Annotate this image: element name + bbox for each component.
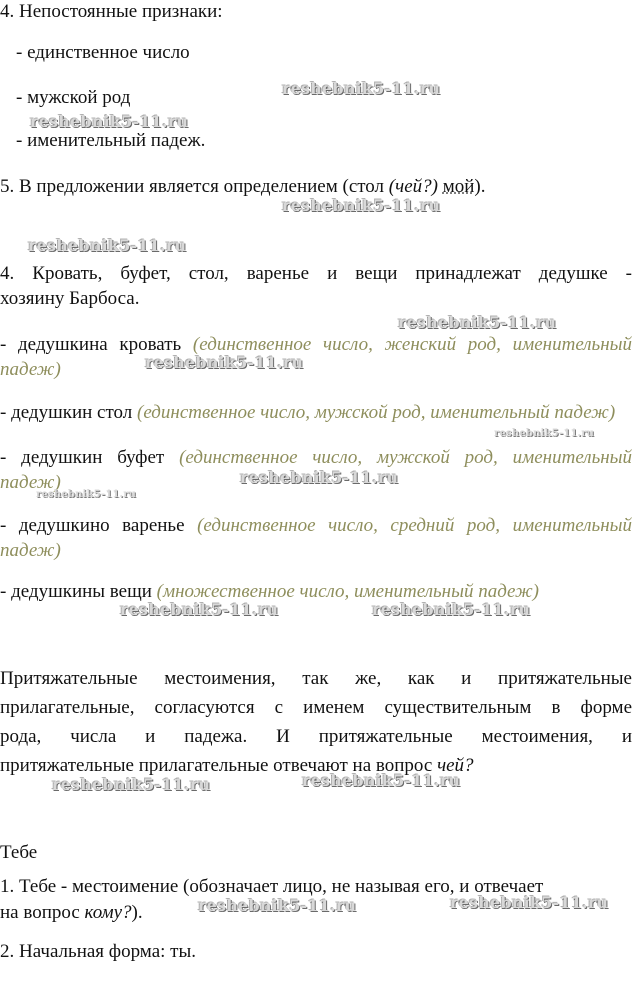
watermark: reshebnik5-11.ru [52,775,211,794]
point5-question: (чей?) [388,176,438,197]
entry-note: падеж) [0,359,61,380]
watermark: reshebnik5-11.ru [28,236,187,255]
entry-row: - дедушкин стол (единственное число, мужской род, именительный падеж) [0,402,616,423]
entry-row: - дедушкин буфет (единственное число, мужской род, именительный [0,447,632,468]
point5-word: мой [442,176,475,197]
watermark: reshebnik5-11.ru [120,600,279,619]
entry-note: падеж) [0,540,61,561]
watermark: reshebnik5-11.ru [494,428,595,439]
entry-row: - дедушкины вещи (множественное число, именительный падеж) [0,581,539,602]
entry-row: - дедушкина кровать (единственное число, женский род, именительный [0,334,632,355]
heading-nonpermanent: 4. Непостоянные признаки: [0,1,223,22]
watermark: reshebnik5-11.ru [450,893,609,912]
word-tebe: Тебе [0,842,38,863]
watermark: reshebnik5-11.ru [36,489,137,500]
owner-line-2: хозяину Барбоса. [0,288,140,309]
watermark: reshebnik5-11.ru [302,771,461,790]
watermark: reshebnik5-11.ru [240,468,399,487]
point5-prefix: 5. В предложении является определением (стол [0,176,389,197]
watermark: reshebnik5-11.ru [398,313,557,332]
point-1-cont: на вопрос кому?). [0,902,143,923]
paragraph-line: рода, числа и падежа. И притяжательные местоимения, и [0,726,632,747]
paragraph-line: прилагательные, согласуются с именем существительным в форме [0,697,632,718]
point-2: 2. Начальная форма: ты. [0,941,196,962]
watermark: reshebnik5-11.ru [145,353,304,372]
watermark: reshebnik5-11.ru [30,112,189,131]
paragraph-line: притяжательные прилагательные отвечают на вопрос чей? [0,755,474,776]
list-item: - единственное число [16,42,190,63]
owner-line-1: 4. Кровать, буфет, стол, варенье и вещи принадлежат дедушке - [0,263,632,284]
entry-note: падеж) [0,472,61,493]
list-item: - именительный падеж. [16,130,206,151]
watermark: reshebnik5-11.ru [372,600,531,619]
paragraph-line: Притяжательные местоимения, так же, как и притяжательные [0,668,632,689]
point5-suffix: ). [474,176,486,197]
watermark: reshebnik5-11.ru [282,79,441,98]
watermark: reshebnik5-11.ru [198,896,357,915]
entry-row: - дедушкино варенье (единственное число, средний род, именительный [0,515,632,536]
watermark: reshebnik5-11.ru [282,196,441,215]
point-1: 1. Тебе - местоимение (обозначает лицо, не называя его, и отвечает [0,876,544,897]
list-item: - мужской род [16,87,131,108]
